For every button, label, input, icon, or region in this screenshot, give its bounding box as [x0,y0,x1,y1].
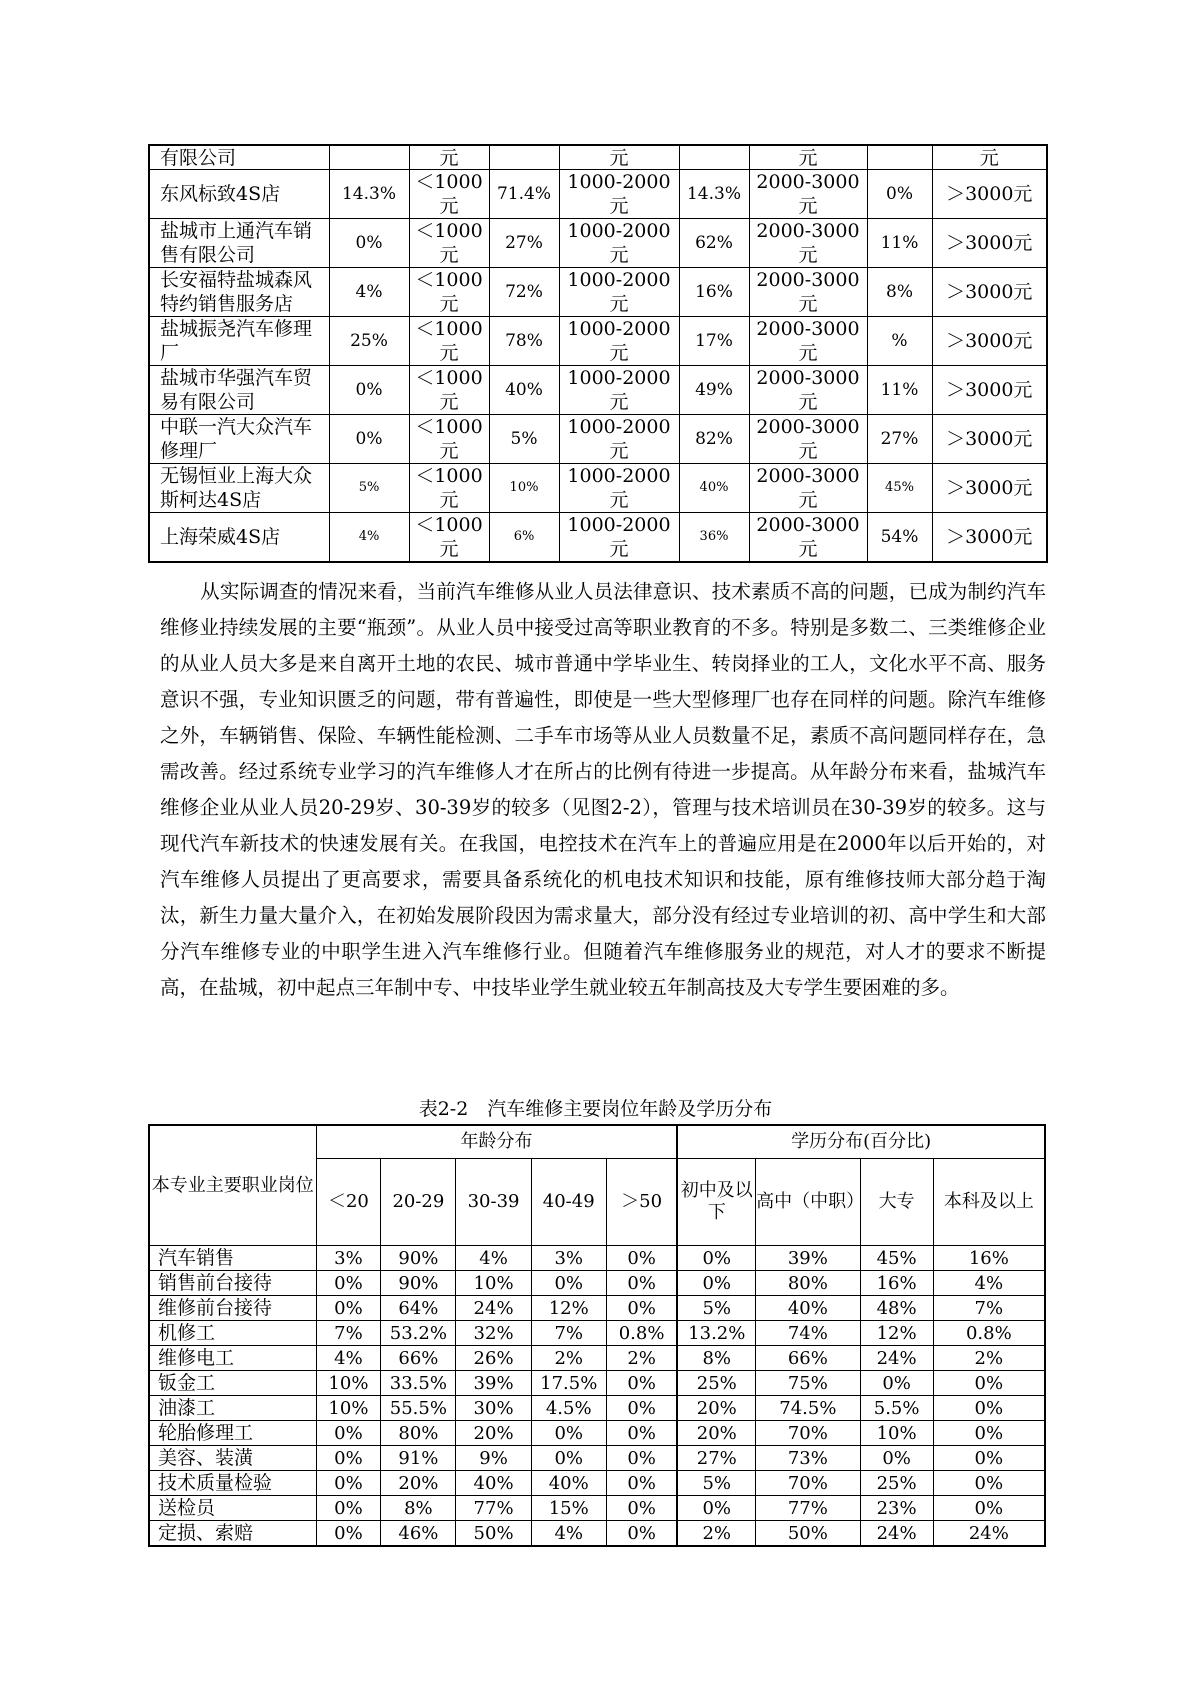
salary-range: 2000-3000元 [749,170,867,219]
salary-percentage: 17% [679,317,749,366]
paragraph-text: 从实际调查的情况来看，当前汽车维修从业人员法律意识、技术素质不高的问题，已成为制约汽车维修业持续发展的主要“瓶颈”。从业人员中接受过高等职业教育的不多。特别是多数二、三类维修企业的从业人员大多是来自离开土地的农民、城市普通中学毕业生、转岗择业的工人，文化水平不高、服务意识不强，专业知识匮乏的问题，带有普遍性，即使是一些大型修理厂也存在同样的问题。除汽车维修之外，车辆销售、保险、车辆性能检测、二手车市场等从业人员数量不足，素质不高问题同样存在，急需改善。经过系统专业学习的汽车维修人才在所占的比例有待进一步提高。从年龄分布来看，盐城汽车维修企业从业人员20-29岁、30-39岁的较多（见图2-2），管理与技术培训员在30-39岁的较多。这与现代汽车新技术的快速发展有关。在我国，电控技术在汽车上的普遍应用是在2000年以后开始的，对汽车维修人员提出了更高要求，需要具备系统化的机电技术知识和技能，原有维修技师大部分趋于淘汰，新生力量大量介入，在初始发展阶段因为需求量大，部分没有经过专业培训的初、高中学生和大部分汽车维修专业的中职学生进入汽车维修行业。但随着汽车维修服务业的规范，对人才的要求不断提高，在盐城，初中起点三年制中专、中技毕业学生就业较五年制高技及大专学生要困难的多。 [160,580,1046,999]
post-name: 汽车销售 [149,1246,316,1271]
table-row [149,1296,1045,1321]
salary-percentage: 36% [679,513,749,563]
salary-percentage [489,145,559,170]
salary-percentage: 0% [867,170,932,219]
table-row [149,1396,1045,1421]
edu-percentage: 77% [756,1496,860,1521]
edu-percentage: 75% [756,1371,860,1396]
edu-percentage: 5% [677,1296,755,1321]
edu-percentage: 2% [933,1346,1045,1371]
salary-percentage: 82% [679,415,749,464]
edu-percentage: 25% [677,1371,755,1396]
edu-percentage: 20% [677,1396,755,1421]
age-percentage: 4% [316,1346,381,1371]
salary-percentage: 16% [679,268,749,317]
salary-percentage: 72% [489,268,559,317]
age-percentage: 0% [606,1271,677,1296]
salary-percentage: 0% [329,415,409,464]
age-col-header: ＞50 [606,1159,677,1246]
salary-range: ＜1000元 [409,366,489,415]
company-name: 盐城市上通汽车销售有限公司 [149,219,329,268]
edu-percentage: 5% [677,1471,755,1496]
salary-percentage: 5% [489,415,559,464]
post-name: 销售前台接待 [149,1271,316,1296]
salary-percentage: 40% [679,464,749,513]
salary-percentage: 11% [867,366,932,415]
salary-percentage: 27% [489,219,559,268]
company-name: 无锡恒业上海大众斯柯达4S店 [149,464,329,513]
age-percentage: 0% [606,1521,677,1547]
salary-range: 元 [932,145,1047,170]
age-percentage: 8% [381,1496,456,1521]
edu-col-header: 高中（中职） [756,1159,860,1246]
salary-percentage: 14.3% [329,170,409,219]
age-percentage: 39% [456,1371,531,1396]
salary-percentage: 62% [679,219,749,268]
age-percentage: 17.5% [531,1371,606,1396]
salary-percentage: 45% [867,464,932,513]
edu-percentage: 0% [933,1471,1045,1496]
age-percentage: 50% [456,1521,531,1547]
age-percentage: 0% [606,1421,677,1446]
age-percentage: 7% [316,1321,381,1346]
edu-percentage: 39% [756,1246,860,1271]
age-percentage: 9% [456,1446,531,1471]
age-education-table-body [149,1246,1045,1547]
age-percentage: 0% [316,1446,381,1471]
salary-range: ＜1000元 [409,415,489,464]
edu-percentage: 5.5% [860,1396,933,1421]
edu-header: 学历分布(百分比) [677,1125,1045,1159]
company-name: 盐城振尧汽车修理厂 [149,317,329,366]
table-row [149,1321,1045,1346]
age-col-header: ＜20 [316,1159,381,1246]
salary-row [149,145,1047,170]
age-percentage: 64% [381,1296,456,1321]
salary-range: 1000-2000元 [559,464,679,513]
table-row [149,1521,1045,1547]
edu-col-header: 初中及以下 [677,1159,755,1246]
company-name: 长安福特盐城森风特约销售服务店 [149,268,329,317]
age-percentage: 2% [606,1346,677,1371]
salary-percentage: 54% [867,513,932,563]
salary-range: ＞3000元 [932,317,1047,366]
edu-percentage: 73% [756,1446,860,1471]
salary-row [149,317,1047,366]
salary-range: 1000-2000元 [559,268,679,317]
salary-range: ＜1000元 [409,268,489,317]
age-percentage: 0% [316,1521,381,1547]
salary-percentage: 6% [489,513,559,563]
salary-percentage [329,145,409,170]
salary-range: 1000-2000元 [559,170,679,219]
age-percentage: 20% [381,1471,456,1496]
salary-range: 2000-3000元 [749,513,867,563]
edu-percentage: 7% [933,1296,1045,1321]
edu-percentage: 0% [677,1496,755,1521]
salary-percentage: 11% [867,219,932,268]
age-percentage: 0.8% [606,1321,677,1346]
edu-percentage: 27% [677,1446,755,1471]
age-percentage: 10% [316,1396,381,1421]
edu-percentage: 40% [756,1296,860,1321]
salary-range: 1000-2000元 [559,219,679,268]
edu-percentage: 0% [933,1371,1045,1396]
salary-range: 元 [749,145,867,170]
salary-percentage [867,145,932,170]
age-percentage: 12% [531,1296,606,1321]
post-name: 维修电工 [149,1346,316,1371]
salary-range: ＜1000元 [409,317,489,366]
age-col-header: 20-29 [381,1159,456,1246]
body-paragraph [160,574,1046,1006]
post-name: 维修前台接待 [149,1296,316,1321]
salary-range: 2000-3000元 [749,317,867,366]
age-percentage: 55.5% [381,1396,456,1421]
salary-row [149,464,1047,513]
salary-range: 1000-2000元 [559,513,679,563]
salary-percentage: 5% [329,464,409,513]
age-percentage: 32% [456,1321,531,1346]
salary-range: ＞3000元 [932,170,1047,219]
company-name: 上海荣威4S店 [149,513,329,563]
edu-percentage: 0% [933,1396,1045,1421]
edu-percentage: 45% [860,1246,933,1271]
age-percentage: 10% [456,1271,531,1296]
salary-range: 2000-3000元 [749,268,867,317]
salary-percentage: 40% [489,366,559,415]
company-name: 东风标致4S店 [149,170,329,219]
age-percentage: 4% [531,1521,606,1547]
salary-range: ＜1000元 [409,464,489,513]
post-name: 技术质量检验 [149,1471,316,1496]
age-percentage: 0% [316,1421,381,1446]
company-name: 中联一汽大众汽车修理厂 [149,415,329,464]
salary-range: ＜1000元 [409,219,489,268]
age-percentage: 3% [316,1246,381,1271]
edu-percentage: 13.2% [677,1321,755,1346]
edu-percentage: 0.8% [933,1321,1045,1346]
salary-range: ＜1000元 [409,513,489,563]
age-percentage: 0% [606,1446,677,1471]
salary-percentage: 78% [489,317,559,366]
salary-percentage: 25% [329,317,409,366]
salary-row [149,170,1047,219]
edu-percentage: 74% [756,1321,860,1346]
age-percentage: 3% [531,1246,606,1271]
age-percentage: 30% [456,1396,531,1421]
salary-percentage: 0% [329,366,409,415]
salary-distribution-table [148,144,1048,563]
post-name: 油漆工 [149,1396,316,1421]
age-col-header: 30-39 [456,1159,531,1246]
salary-range: 2000-3000元 [749,464,867,513]
edu-percentage: 0% [860,1446,933,1471]
table-row [149,1496,1045,1521]
edu-percentage: 16% [860,1271,933,1296]
age-percentage: 0% [316,1496,381,1521]
salary-range: 元 [409,145,489,170]
salary-percentage: 27% [867,415,932,464]
edu-percentage: 0% [677,1246,755,1271]
edu-percentage: 80% [756,1271,860,1296]
edu-percentage: 10% [860,1421,933,1446]
salary-range: ＞3000元 [932,219,1047,268]
age-percentage: 40% [531,1471,606,1496]
salary-percentage: 14.3% [679,170,749,219]
age-percentage: 26% [456,1346,531,1371]
salary-percentage: 4% [329,268,409,317]
age-percentage: 4% [456,1246,531,1271]
edu-percentage: 24% [933,1521,1045,1547]
age-percentage: 4.5% [531,1396,606,1421]
edu-percentage: 48% [860,1296,933,1321]
salary-percentage: 49% [679,366,749,415]
table-row [149,1246,1045,1271]
table-row [149,1471,1045,1496]
salary-range: 1000-2000元 [559,366,679,415]
header-row-1 [149,1125,1045,1159]
edu-percentage: 0% [677,1271,755,1296]
salary-percentage: 8% [867,268,932,317]
company-name: 盐城市华强汽车贸易有限公司 [149,366,329,415]
salary-row [149,513,1047,563]
salary-row [149,268,1047,317]
edu-percentage: 0% [933,1496,1045,1521]
salary-range: 元 [559,145,679,170]
age-percentage: 91% [381,1446,456,1471]
age-education-table [148,1124,1046,1547]
salary-percentage: 10% [489,464,559,513]
age-percentage: 0% [531,1271,606,1296]
age-percentage: 0% [606,1496,677,1521]
edu-percentage: 50% [756,1521,860,1547]
age-percentage: 66% [381,1346,456,1371]
salary-percentage [679,145,749,170]
age-percentage: 10% [316,1371,381,1396]
edu-col-header: 大专 [860,1159,933,1246]
age-percentage: 0% [606,1296,677,1321]
age-percentage: 90% [381,1246,456,1271]
salary-row [149,415,1047,464]
age-percentage: 0% [316,1471,381,1496]
edu-percentage: 4% [933,1271,1045,1296]
salary-range: ＜1000元 [409,170,489,219]
age-percentage: 46% [381,1521,456,1547]
post-name: 轮胎修理工 [149,1421,316,1446]
salary-range: ＞3000元 [932,464,1047,513]
edu-percentage: 70% [756,1471,860,1496]
edu-percentage: 74.5% [756,1396,860,1421]
table-row [149,1346,1045,1371]
salary-table-body [149,145,1047,562]
age-header: 年龄分布 [316,1125,677,1159]
salary-percentage: 71.4% [489,170,559,219]
age-percentage: 15% [531,1496,606,1521]
edu-col-header: 本科及以上 [933,1159,1045,1246]
age-percentage: 0% [316,1271,381,1296]
salary-range: ＞3000元 [932,268,1047,317]
salary-range: 1000-2000元 [559,415,679,464]
salary-range: ＞3000元 [932,366,1047,415]
age-percentage: 20% [456,1421,531,1446]
age-percentage: 40% [456,1471,531,1496]
age-percentage: 77% [456,1496,531,1521]
age-percentage: 0% [531,1446,606,1471]
salary-percentage: 0% [329,219,409,268]
salary-row [149,366,1047,415]
salary-percentage: 4% [329,513,409,563]
salary-range: 1000-2000元 [559,317,679,366]
salary-range: ＞3000元 [932,513,1047,563]
salary-range: 2000-3000元 [749,219,867,268]
edu-percentage: 0% [860,1371,933,1396]
edu-percentage: 24% [860,1521,933,1547]
edu-percentage: 12% [860,1321,933,1346]
post-name: 定损、索赔 [149,1521,316,1547]
age-percentage: 53.2% [381,1321,456,1346]
age-percentage: 80% [381,1421,456,1446]
edu-percentage: 23% [860,1496,933,1521]
age-percentage: 0% [606,1371,677,1396]
post-name: 送检员 [149,1496,316,1521]
age-col-header: 40-49 [531,1159,606,1246]
edu-percentage: 0% [933,1421,1045,1446]
age-percentage: 0% [606,1471,677,1496]
age-percentage: 0% [606,1396,677,1421]
company-name: 有限公司 [149,145,329,170]
salary-range: ＞3000元 [932,415,1047,464]
edu-percentage: 0% [933,1446,1045,1471]
edu-percentage: 66% [756,1346,860,1371]
salary-percentage: % [867,317,932,366]
table-row [149,1371,1045,1396]
table-row [149,1421,1045,1446]
post-name: 钣金工 [149,1371,316,1396]
edu-percentage: 16% [933,1246,1045,1271]
edu-percentage: 20% [677,1421,755,1446]
age-percentage: 33.5% [381,1371,456,1396]
edu-percentage: 24% [860,1346,933,1371]
salary-range: 2000-3000元 [749,415,867,464]
age-percentage: 7% [531,1321,606,1346]
age-percentage: 90% [381,1271,456,1296]
table-row [149,1446,1045,1471]
age-percentage: 0% [316,1296,381,1321]
edu-percentage: 70% [756,1421,860,1446]
post-header: 本专业主要职业岗位 [149,1125,316,1246]
post-name: 机修工 [149,1321,316,1346]
salary-row [149,219,1047,268]
edu-percentage: 8% [677,1346,755,1371]
age-percentage: 24% [456,1296,531,1321]
edu-percentage: 2% [677,1521,755,1547]
edu-percentage: 25% [860,1471,933,1496]
table-row [149,1271,1045,1296]
table-caption: 表2-2 汽车维修主要岗位年龄及学历分布 [418,1098,773,1120]
post-name: 美容、装潢 [149,1446,316,1471]
age-percentage: 0% [606,1246,677,1271]
age-percentage: 2% [531,1346,606,1371]
salary-range: 2000-3000元 [749,366,867,415]
age-percentage: 0% [531,1421,606,1446]
